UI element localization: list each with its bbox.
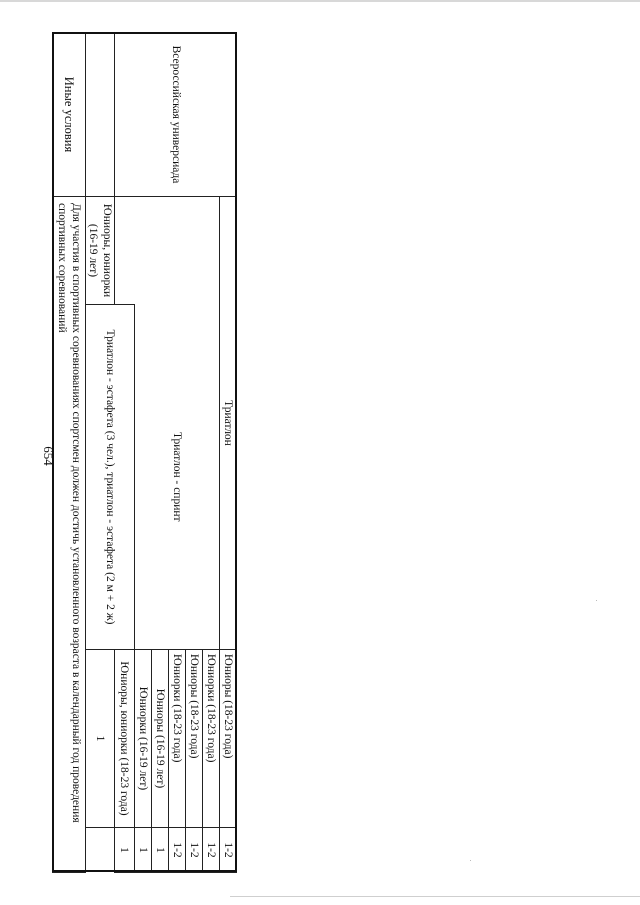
group-cell: Юниоры (18-23 года) [185,650,202,828]
value-cell: 1-2 [185,828,202,873]
page-edge [230,896,640,897]
value-cell: 1 [115,828,134,873]
scan-speck [470,860,471,861]
value-cell: 1 [151,828,168,873]
table-row [219,33,236,873]
page-number: 654 [41,446,56,466]
discipline-relay-cell [86,305,134,650]
event-cell: Всероссийская универсиада [115,33,237,197]
event-cell-continued [86,33,115,197]
value-cell: 1-2 [202,828,219,873]
rotated-page-content [52,32,237,872]
group-cell: Юниоры, юниорки (18-23 года) [115,650,134,828]
sport-table [52,32,237,873]
value-cell: 1 [134,828,151,873]
discipline-sprint-cell: Триатлон - спринт [134,305,219,650]
discipline-spacer [115,197,219,305]
table-row [53,33,86,873]
group-cell: Юниоры, юниорки (16-19 лет) [86,197,115,305]
scan-speck [596,600,597,601]
group-cell: Юниорки (16-19 лет) [134,650,151,828]
other-conditions-text: Для участия в спортивных соревнованиях спортсмен должен достичь установленного возраста в календарный год проведения спортивных соревнований [53,197,86,873]
value-cell: 1 [86,650,115,828]
value-cell: 1-2 [168,828,185,873]
group-cell: Юниорки (18-23 года) [202,650,219,828]
other-conditions-label: Иные условия [53,33,86,197]
group-cell: Юниоры (16-19 лет) [151,650,168,828]
discipline-relay-label: Триатлон - эстафета (3 чел.), триатлон - эстафета (2 м + 2 ж) [103,329,116,625]
value-cell: 1-2 [219,828,236,873]
sport-cell: Триатлон [219,197,236,650]
page-edge [0,0,640,2]
group-cell: Юниорки (18-23 года) [168,650,185,828]
group-cell: Юниоры (18-23 года) [219,650,236,828]
